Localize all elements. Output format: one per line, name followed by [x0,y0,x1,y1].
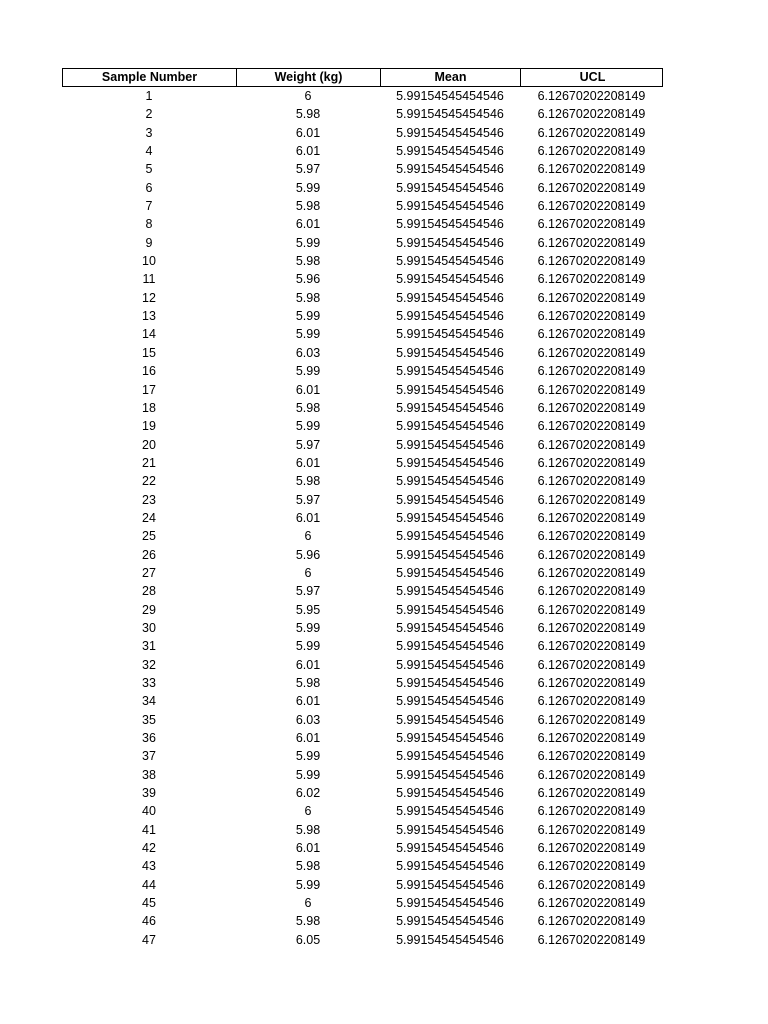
header-ucl: UCL [579,70,606,84]
table-row [62,876,663,894]
table-row [62,637,663,655]
table-row [62,307,663,325]
weight-cell: 5.98 [295,199,321,214]
weight-cell: 5.98 [295,859,321,874]
table-row [62,784,663,802]
table-row [62,417,663,435]
table-row [62,344,663,362]
mean-cell: 5.99154545454546 [396,107,504,122]
ucl-cell: 6.12670202208149 [537,841,646,856]
sample-number-cell: 7 [145,199,153,214]
table-row [62,87,663,105]
mean-cell: 5.99154545454546 [396,841,504,856]
mean-cell: 5.99154545454546 [396,345,504,360]
sample-number-cell: 5 [145,162,153,177]
weight-cell: 5.97 [295,584,321,599]
sample-number-cell: 29 [142,602,156,617]
weight-cell: 6.03 [295,345,321,360]
sample-number-cell: 34 [142,694,156,709]
mean-cell: 5.99154545454546 [396,327,504,342]
table-row [62,656,663,674]
mean-cell: 5.99154545454546 [396,180,504,195]
sample-number-cell: 22 [142,474,156,489]
sample-number-cell: 32 [142,657,156,672]
sample-number-cell: 17 [142,382,156,397]
ucl-cell: 6.12670202208149 [537,786,646,801]
mean-cell: 5.99154545454546 [396,657,504,672]
mean-cell: 5.99154545454546 [396,822,504,837]
sample-number-cell: 43 [142,859,156,874]
mean-cell: 5.99154545454546 [396,144,504,159]
sample-number-cell: 18 [142,400,156,415]
mean-cell: 5.99154545454546 [396,400,504,415]
mean-cell: 5.99154545454546 [396,382,504,397]
table-row [62,619,663,637]
mean-cell: 5.99154545454546 [396,437,504,452]
ucl-cell: 6.12670202208149 [537,474,646,489]
table-row [62,711,663,729]
sample-number-cell: 31 [142,639,156,654]
ucl-cell: 6.12670202208149 [537,419,646,434]
ucl-cell: 6.12670202208149 [537,584,646,599]
mean-cell: 5.99154545454546 [396,712,504,727]
ucl-cell: 6.12670202208149 [537,914,646,929]
ucl-cell: 6.12670202208149 [537,235,646,250]
sample-number-cell: 30 [142,620,156,635]
ucl-cell: 6.12670202208149 [537,125,646,140]
table-row [62,325,663,343]
table-row [62,912,663,930]
sample-number-cell: 23 [142,492,156,507]
table-row [62,546,663,564]
mean-cell: 5.99154545454546 [396,786,504,801]
mean-cell: 5.99154545454546 [396,859,504,874]
sample-number-cell: 1 [145,89,153,103]
ucl-cell: 6.12670202208149 [537,932,646,947]
mean-cell: 5.99154545454546 [396,620,504,635]
sample-number-cell: 4 [145,144,153,159]
ucl-cell: 6.12670202208149 [537,254,646,269]
weight-cell: 5.99 [295,877,321,892]
ucl-cell: 6.12670202208149 [537,107,646,122]
weight-cell: 5.98 [295,676,321,690]
ucl-cell: 6.12670202208149 [537,437,646,452]
table-row [62,362,663,380]
table-row [62,179,663,197]
weight-cell: 5.99 [295,180,321,195]
weight-cell: 5.98 [295,400,321,415]
header-mean: Mean [381,69,521,86]
weight-cell: 6.01 [295,217,321,232]
ucl-cell: 6.12670202208149 [537,400,646,415]
sample-number-cell: 44 [142,877,156,892]
table-row [62,582,663,600]
sample-number-cell: 37 [142,749,156,764]
sample-number-cell: 19 [142,419,156,434]
weight-cell: 6.01 [295,841,321,856]
weight-cell: 5.97 [295,162,321,177]
weight-cell: 6 [304,896,312,911]
table-row [62,381,663,399]
mean-cell: 5.99154545454546 [396,602,504,617]
table-row [62,692,663,710]
ucl-cell: 6.12670202208149 [537,217,646,232]
mean-cell: 5.99154545454546 [396,125,504,140]
mean-cell: 5.99154545454546 [396,419,504,434]
weight-cell: 5.98 [295,822,321,837]
table-header-row [62,68,663,87]
sample-number-cell: 11 [142,272,156,287]
sample-number-cell: 9 [145,235,153,250]
weight-cell: 5.98 [295,107,321,122]
ucl-cell: 6.12670202208149 [537,364,646,379]
ucl-cell: 6.12670202208149 [537,272,646,287]
weight-cell: 6.01 [295,455,321,470]
sample-number-cell: 15 [142,345,156,360]
table-row [62,289,663,307]
weight-cell: 6.01 [295,125,321,140]
table-row [62,729,663,747]
weight-cell: 5.99 [295,419,321,434]
sample-number-cell: 25 [142,529,156,544]
weight-cell: 6.03 [295,712,321,727]
table-row [62,821,663,839]
weight-cell: 6.01 [295,731,321,746]
weight-cell: 5.98 [295,474,321,489]
weight-cell: 5.95 [295,602,321,617]
weight-cell: 5.99 [295,749,321,764]
mean-cell: 5.99154545454546 [396,896,504,911]
header-sample-number: Sample Number [63,69,237,86]
table-row [62,399,663,417]
mean-cell: 5.99154545454546 [396,162,504,177]
weight-cell: 5.99 [295,620,321,635]
sample-number-cell: 16 [142,364,156,379]
mean-cell: 5.99154545454546 [396,584,504,599]
mean-cell: 5.99154545454546 [396,932,504,947]
mean-cell: 5.99154545454546 [396,749,504,764]
ucl-cell: 6.12670202208149 [537,657,646,672]
mean-cell: 5.99154545454546 [396,731,504,746]
table-row [62,160,663,178]
weight-cell: 5.98 [295,914,321,929]
ucl-cell: 6.12670202208149 [537,529,646,544]
sample-number-cell: 42 [142,841,156,856]
sample-number-cell: 38 [142,767,156,782]
ucl-cell: 6.12670202208149 [537,877,646,892]
weight-cell: 5.99 [295,767,321,782]
weight-cell: 5.99 [295,327,321,342]
table-row [62,839,663,857]
ucl-cell: 6.12670202208149 [537,712,646,727]
table-row [62,197,663,215]
ucl-cell: 6.12670202208149 [537,565,646,580]
table-row [62,142,663,160]
sample-number-cell: 40 [142,804,156,819]
ucl-cell: 6.12670202208149 [537,455,646,470]
ucl-cell: 6.12670202208149 [537,199,646,214]
ucl-cell: 6.12670202208149 [537,89,646,103]
weight-cell: 6.01 [295,657,321,672]
sample-number-cell: 45 [142,896,156,911]
table-row [62,215,663,233]
table-row [62,234,663,252]
weight-cell: 6 [304,529,312,544]
mean-cell: 5.99154545454546 [396,565,504,580]
sample-number-cell: 27 [142,565,156,580]
mean-cell: 5.99154545454546 [396,492,504,507]
mean-cell: 5.99154545454546 [396,877,504,892]
weight-cell: 5.99 [295,639,321,654]
ucl-cell: 6.12670202208149 [537,547,646,562]
ucl-cell: 6.12670202208149 [537,180,646,195]
mean-cell: 5.99154545454546 [396,767,504,782]
sample-number-cell: 35 [142,712,156,727]
table-row [62,472,663,490]
weight-cell: 6 [304,804,312,819]
mean-cell: 5.99154545454546 [396,254,504,269]
ucl-cell: 6.12670202208149 [537,896,646,911]
sample-number-cell: 14 [142,327,156,342]
mean-cell: 5.99154545454546 [396,217,504,232]
weight-cell: 5.97 [295,492,321,507]
table-body [62,87,663,949]
ucl-cell: 6.12670202208149 [537,749,646,764]
ucl-cell: 6.12670202208149 [537,492,646,507]
table-row [62,674,663,692]
mean-cell: 5.99154545454546 [396,914,504,929]
table-row [62,436,663,454]
weight-cell: 5.99 [295,235,321,250]
sample-number-cell: 13 [142,309,156,324]
ucl-cell: 6.12670202208149 [537,822,646,837]
weight-cell: 6.05 [295,932,321,947]
ucl-cell: 6.12670202208149 [537,731,646,746]
weight-cell: 6.02 [295,786,321,801]
table-row [62,766,663,784]
sample-number-cell: 21 [142,455,156,470]
ucl-cell: 6.12670202208149 [537,510,646,525]
ucl-cell: 6.12670202208149 [537,144,646,159]
sample-number-cell: 10 [142,254,156,269]
mean-cell: 5.99154545454546 [396,199,504,214]
weight-cell: 6 [304,89,312,103]
table-row [62,802,663,820]
table-row [62,857,663,875]
weight-cell: 5.98 [295,290,321,305]
mean-cell: 5.99154545454546 [396,474,504,489]
weight-cell: 6.01 [295,510,321,525]
table-row [62,564,663,582]
weight-cell: 5.96 [295,547,321,562]
table-row [62,105,663,123]
ucl-cell: 6.12670202208149 [537,639,646,654]
mean-cell: 5.99154545454546 [396,510,504,525]
table-row [62,252,663,270]
sample-number-cell: 20 [142,437,156,452]
mean-cell: 5.99154545454546 [396,547,504,562]
header-weight: Weight (kg) [237,69,381,86]
weight-cell: 5.98 [295,254,321,269]
ucl-cell: 6.12670202208149 [537,345,646,360]
table-row [62,894,663,912]
table-row [62,124,663,142]
ucl-cell: 6.12670202208149 [537,327,646,342]
mean-cell: 5.99154545454546 [396,676,504,690]
ucl-cell: 6.12670202208149 [537,309,646,324]
weight-cell: 5.99 [295,309,321,324]
weight-cell: 6 [304,565,312,580]
ucl-cell: 6.12670202208149 [537,804,646,819]
ucl-cell: 6.12670202208149 [537,290,646,305]
mean-cell: 5.99154545454546 [396,529,504,544]
weight-cell: 6.01 [295,694,321,709]
table-row [62,270,663,288]
ucl-cell: 6.12670202208149 [537,162,646,177]
mean-cell: 5.99154545454546 [396,290,504,305]
sample-number-cell: 26 [142,547,156,562]
ucl-cell: 6.12670202208149 [537,602,646,617]
ucl-cell: 6.12670202208149 [537,694,646,709]
ucl-cell: 6.12670202208149 [537,859,646,874]
sample-number-cell: 36 [142,731,156,746]
table-row [62,747,663,765]
sample-number-cell: 6 [145,180,153,195]
weight-cell: 5.99 [295,364,321,379]
table-row [62,509,663,527]
sample-number-cell: 12 [142,290,156,305]
table-row [62,454,663,472]
mean-cell: 5.99154545454546 [396,364,504,379]
table-row [62,527,663,545]
sample-number-cell: 24 [142,510,156,525]
table-row [62,931,663,949]
table-row [62,601,663,619]
weight-cell: 5.97 [295,437,321,452]
mean-cell: 5.99154545454546 [396,89,504,103]
data-table [62,68,663,949]
sample-number-cell: 39 [142,786,156,801]
mean-cell: 5.99154545454546 [396,235,504,250]
ucl-cell: 6.12670202208149 [537,382,646,397]
mean-cell: 5.99154545454546 [396,694,504,709]
ucl-cell: 6.12670202208149 [537,676,646,690]
sample-number-cell: 3 [145,125,153,140]
mean-cell: 5.99154545454546 [396,272,504,287]
sample-number-cell: 33 [142,676,156,690]
ucl-cell: 6.12670202208149 [537,620,646,635]
table-row [62,491,663,509]
mean-cell: 5.99154545454546 [396,804,504,819]
mean-cell: 5.99154545454546 [396,639,504,654]
weight-cell: 6.01 [295,144,321,159]
weight-cell: 6.01 [295,382,321,397]
sample-number-cell: 28 [142,584,156,599]
ucl-cell: 6.12670202208149 [537,767,646,782]
weight-cell: 5.96 [295,272,321,287]
sample-number-cell: 8 [145,217,153,232]
sample-number-cell: 46 [142,914,156,929]
sample-number-cell: 2 [145,107,153,122]
sample-number-cell: 47 [142,932,156,947]
sample-number-cell: 41 [142,822,156,837]
mean-cell: 5.99154545454546 [396,309,504,324]
mean-cell: 5.99154545454546 [396,455,504,470]
